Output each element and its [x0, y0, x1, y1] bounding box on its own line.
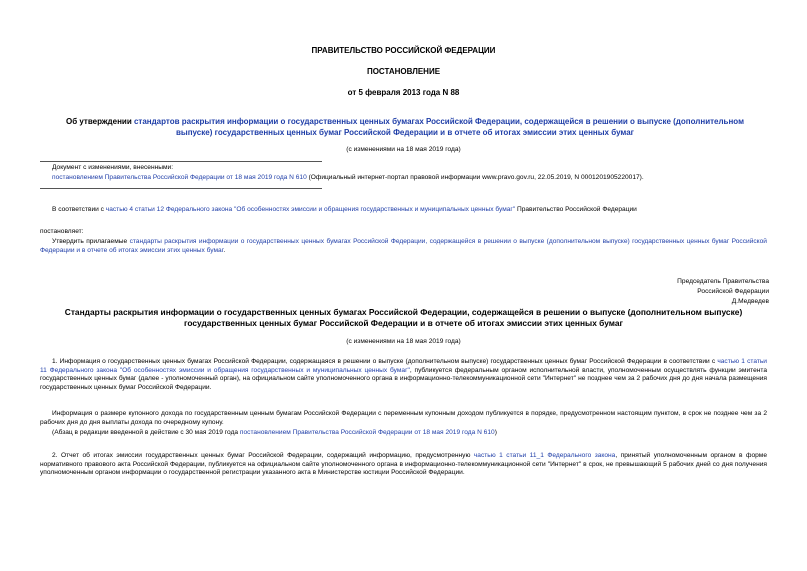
p1b-note-prefix: (Абзац в редакции введенной в действие с 30 мая 2019 года — [52, 429, 240, 436]
paragraph-1b-note — [52, 429, 767, 438]
preamble-prefix: В соответствии с — [52, 206, 106, 213]
approve-standards-link[interactable]: стандарты раскрытия информации о государственных ценных бумагах Российской Федерации, содержащейся в решении о выпуске (дополнительном выпуске) государственных ценных бумаг Российской Федерации и в отчете об итогах эмиссии этих ценных бумаг — [40, 238, 767, 254]
p1-suffix: , публикуется федеральным органом исполнительной власти, уполномоченным осуществлять функции эмитента государственных ценных бумаг (далее - уполномоченный орган), на официальном сайте уполномоченного органа в информационно-телекоммуникационной сети "Интернет" не позднее чем за 2 рабочих дня до дня начала размещения государственных ценных бумаг Российской Федерации. — [40, 366, 767, 391]
government-heading: ПРАВИТЕЛЬСТВО РОССИЙСКОЙ ФЕДЕРАЦИИ — [311, 46, 496, 55]
preamble-law-link[interactable]: частью 4 статьи 12 Федерального закона "Об особенностях эмиссии и обращения государственных и муниципальных ценных бумаг" — [105, 206, 516, 213]
document-type: ПОСТАНОВЛЕНИЕ — [366, 67, 441, 76]
title-prefix: Об утверждении — [65, 117, 134, 126]
changes-resolution-link[interactable]: постановлением Правительства Российской Федерации от 18 мая 2019 года N 610 — [52, 174, 307, 181]
preamble — [52, 206, 772, 215]
p2-prefix: 2. Отчет об итогах эмиссии государственных ценных бумаг Российской Федерации, содержащий информацию, предусмотренную — [52, 452, 474, 459]
preamble-suffix: Правительство Российской Федерации — [515, 206, 637, 213]
p1-law-link[interactable]: частью 1 статьи 11 Федерального закона "Об особенностях эмиссии и обращения государственных и муниципальных ценных бумаг" — [40, 358, 767, 374]
approve-paragraph — [40, 238, 767, 255]
title-standards-link[interactable]: стандартов раскрытия информации о государственных ценных бумагах Российской Федерации, содержащейся в решении о выпуске (дополнительном выпуске) государственных ценных бумаг Российской Федерации и в отчете об итогах эмиссии этих ценных бумаг — [133, 117, 745, 137]
standards-paragraph-1 — [40, 358, 767, 392]
standards-paragraph-1b: Информация о размере купонного дохода по государственным ценным бумагам Российской Федерации с переменным купонным доходом публикуется в порядке, предусмотренном настоящим пунктом, в срок не позднее чем за 2 рабочих дня до дня выплаты дохода по очередному купону. — [40, 410, 767, 426]
p1-prefix: 1. Информация о государственных ценных бумагах Российской Федерации, содержащаяся в решении о выпуске (дополнительном выпуске) государственных ценных бумаг Российской Федерации в соответствии с — [52, 358, 718, 365]
approve-suffix: . — [223, 246, 226, 254]
resolves-text: постановляет: — [40, 228, 84, 235]
changes-source: (Официальный интернет-портал правовой информации www.pravo.gov.ru, 22.05.2019, N 0001201905220017). — [306, 174, 644, 181]
approve-prefix: Утвердить прилагаемые — [52, 238, 130, 245]
standards-paragraph-2 — [40, 452, 767, 478]
document-date-number: от 5 февраля 2013 года N 88 — [347, 88, 460, 97]
standards-title: Стандарты раскрытия информации о государственных ценных бумагах Российской Федерации, содержащейся в решении о выпуске (дополнительном выпуске) государственных ценных бумаг Российской Федерации и в отчете об итогах эмиссии этих ценных бумаг — [64, 307, 743, 328]
divider-top — [40, 161, 322, 162]
standards-amendments-note: (с изменениями на 18 мая 2019 года) — [346, 338, 461, 345]
signature-country: Российской Федерации — [697, 288, 769, 295]
divider-bottom — [40, 188, 322, 189]
signature-name: Д.Медведев — [731, 298, 769, 305]
p1b-note-resolution-link[interactable]: постановлением Правительства Российской Федерации от 18 мая 2019 года N 610 — [239, 429, 495, 436]
p2-law-link[interactable]: частью 1 статьи 11_1 Федерального закона — [473, 452, 616, 459]
signature-position: Председатель Правительства — [677, 278, 769, 285]
changes-label: Документ с изменениями, внесенными: — [52, 164, 174, 171]
changes-line — [52, 174, 772, 183]
p2-suffix: , принятый уполномоченным органом в форме нормативного правового акта Российской Федерации, публикуется на официальном сайте уполномоченного органа в информационно-телекоммуникационной сети "Интернет" в срок, не превышающий 5 рабочих дней со дня получения уполномоченным органом информации о государственной регистрации указанного акта в Министерстве юстиции Российской Федерации. — [40, 452, 767, 477]
p1b-note-suffix: ) — [494, 429, 497, 436]
document-title — [60, 116, 750, 138]
amendments-note: (с изменениями на 18 мая 2019 года) — [346, 146, 461, 153]
